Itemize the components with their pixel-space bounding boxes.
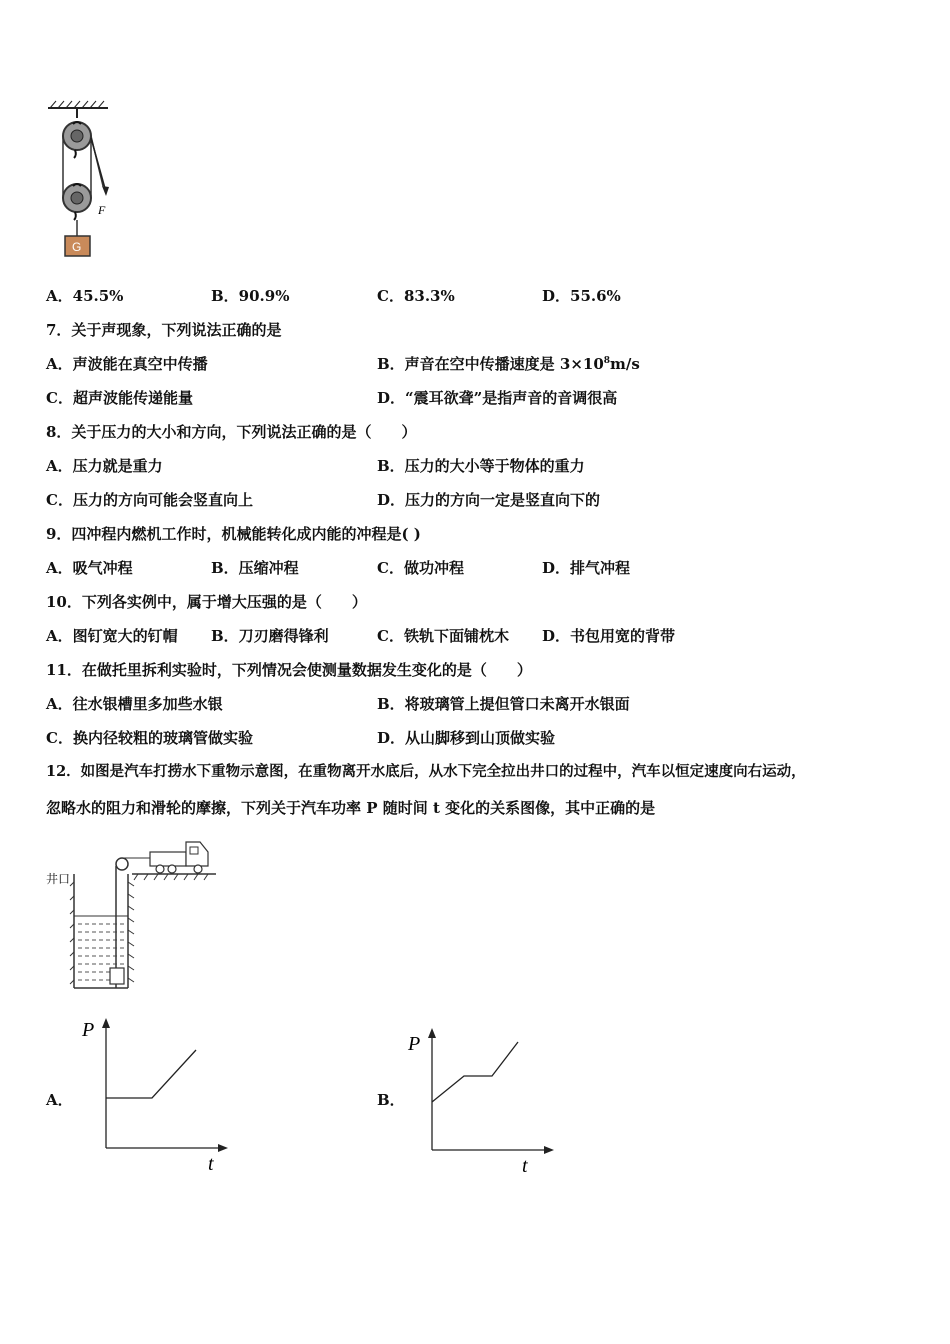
q7-option-b-unit: m/s	[610, 355, 640, 373]
q12-option-b[interactable]: B．	[377, 1091, 405, 1109]
q6-option-a[interactable]: A．45.5%	[46, 287, 124, 305]
submerged-weight	[110, 968, 124, 984]
q9-option-d[interactable]: D．排气冲程	[542, 559, 631, 577]
q10-stem: 10．下列各实例中，属于增大压强的是（ ）	[46, 593, 367, 611]
graph-b-curve	[432, 1042, 518, 1102]
q10-option-d[interactable]: D．书包用宽的背带	[542, 627, 676, 645]
q8-option-b[interactable]: B．压力的大小等于物体的重力	[377, 457, 585, 475]
graph-b[interactable]	[408, 1026, 558, 1176]
q12-stem-line2: 忽略水的阻力和滑轮的摩擦，下列关于汽车功率 P 随时间 t 变化的关系图像，其中正确的是	[46, 799, 656, 817]
q11-stem: 11．在做托里拆利实验时，下列情况会使测量数据发生变化的是（ ）	[46, 661, 532, 679]
q7-stem: 7．关于声现象，下列说法正确的是	[46, 321, 282, 339]
pulley-diagram	[40, 98, 130, 263]
graph-b-y-axis-label: P	[408, 1033, 421, 1055]
well-label: 井口	[46, 872, 71, 886]
q7-option-c[interactable]: C．超声波能传递能量	[46, 389, 193, 407]
q11-option-b[interactable]: B．将玻璃管上提但管口未离开水银面	[377, 695, 630, 713]
q6-option-c[interactable]: C．83.3%	[377, 287, 455, 305]
force-label: F	[98, 203, 106, 217]
graph-b-x-axis-label: t	[522, 1155, 528, 1177]
q9-option-a[interactable]: A．吸气冲程	[46, 559, 133, 577]
q9-option-c[interactable]: C．做功冲程	[377, 559, 464, 577]
q7-option-a[interactable]: A．声波能在真空中传播	[46, 355, 208, 373]
graph-a[interactable]	[82, 1016, 232, 1176]
q9-stem: 9．四冲程内燃机工作时，机械能转化成内能的冲程是( )	[46, 525, 421, 543]
well-truck-diagram	[68, 838, 218, 993]
graph-a-y-axis-label: P	[82, 1019, 95, 1041]
q12-stem-line1: 12．如图是汽车打捞水下重物示意图，在重物离开水底后，从水下完全拉出井口的过程中，汽车以恒定速度向右运动，	[46, 763, 806, 780]
q6-option-b[interactable]: B．90.9%	[211, 287, 290, 305]
q8-option-a[interactable]: A．压力就是重力	[46, 457, 163, 475]
q6-option-d[interactable]: D．55.6%	[542, 287, 621, 305]
q11-option-a[interactable]: A．往水银槽里多加些水银	[46, 695, 223, 713]
q10-option-a[interactable]: A．图钉宽大的钉帽	[46, 627, 178, 645]
q10-option-b[interactable]: B．刀刃磨得锋利	[211, 627, 329, 645]
q8-option-c[interactable]: C．压力的方向可能会竖直向上	[46, 491, 253, 509]
graph-a-curve	[106, 1050, 196, 1098]
q11-option-c[interactable]: C．换内径较粗的玻璃管做实验	[46, 729, 253, 747]
q7-option-b[interactable]	[377, 354, 640, 374]
q11-option-d[interactable]: D．从山脚移到山顶做实验	[377, 729, 556, 747]
q8-stem: 8．关于压力的大小和方向，下列说法正确的是（ ）	[46, 423, 417, 441]
truck-body	[150, 852, 186, 866]
weight-label: G	[72, 240, 82, 254]
q8-option-d[interactable]: D．压力的方向一定是竖直向下的	[377, 491, 601, 509]
q7-option-b-exponent: 8	[603, 356, 611, 366]
q7-option-b-text: B．声音在空中传播速度是 3×10	[377, 355, 604, 373]
q12-option-a[interactable]: A．	[46, 1091, 73, 1109]
q10-option-c[interactable]: C．铁轨下面铺枕木	[377, 627, 509, 645]
graph-a-x-axis-label: t	[208, 1153, 214, 1175]
q7-option-d[interactable]: D．“震耳欲聋”是指声音的音调很高	[377, 389, 618, 407]
well-pulley	[116, 858, 128, 870]
q9-option-b[interactable]: B．压缩冲程	[211, 559, 299, 577]
